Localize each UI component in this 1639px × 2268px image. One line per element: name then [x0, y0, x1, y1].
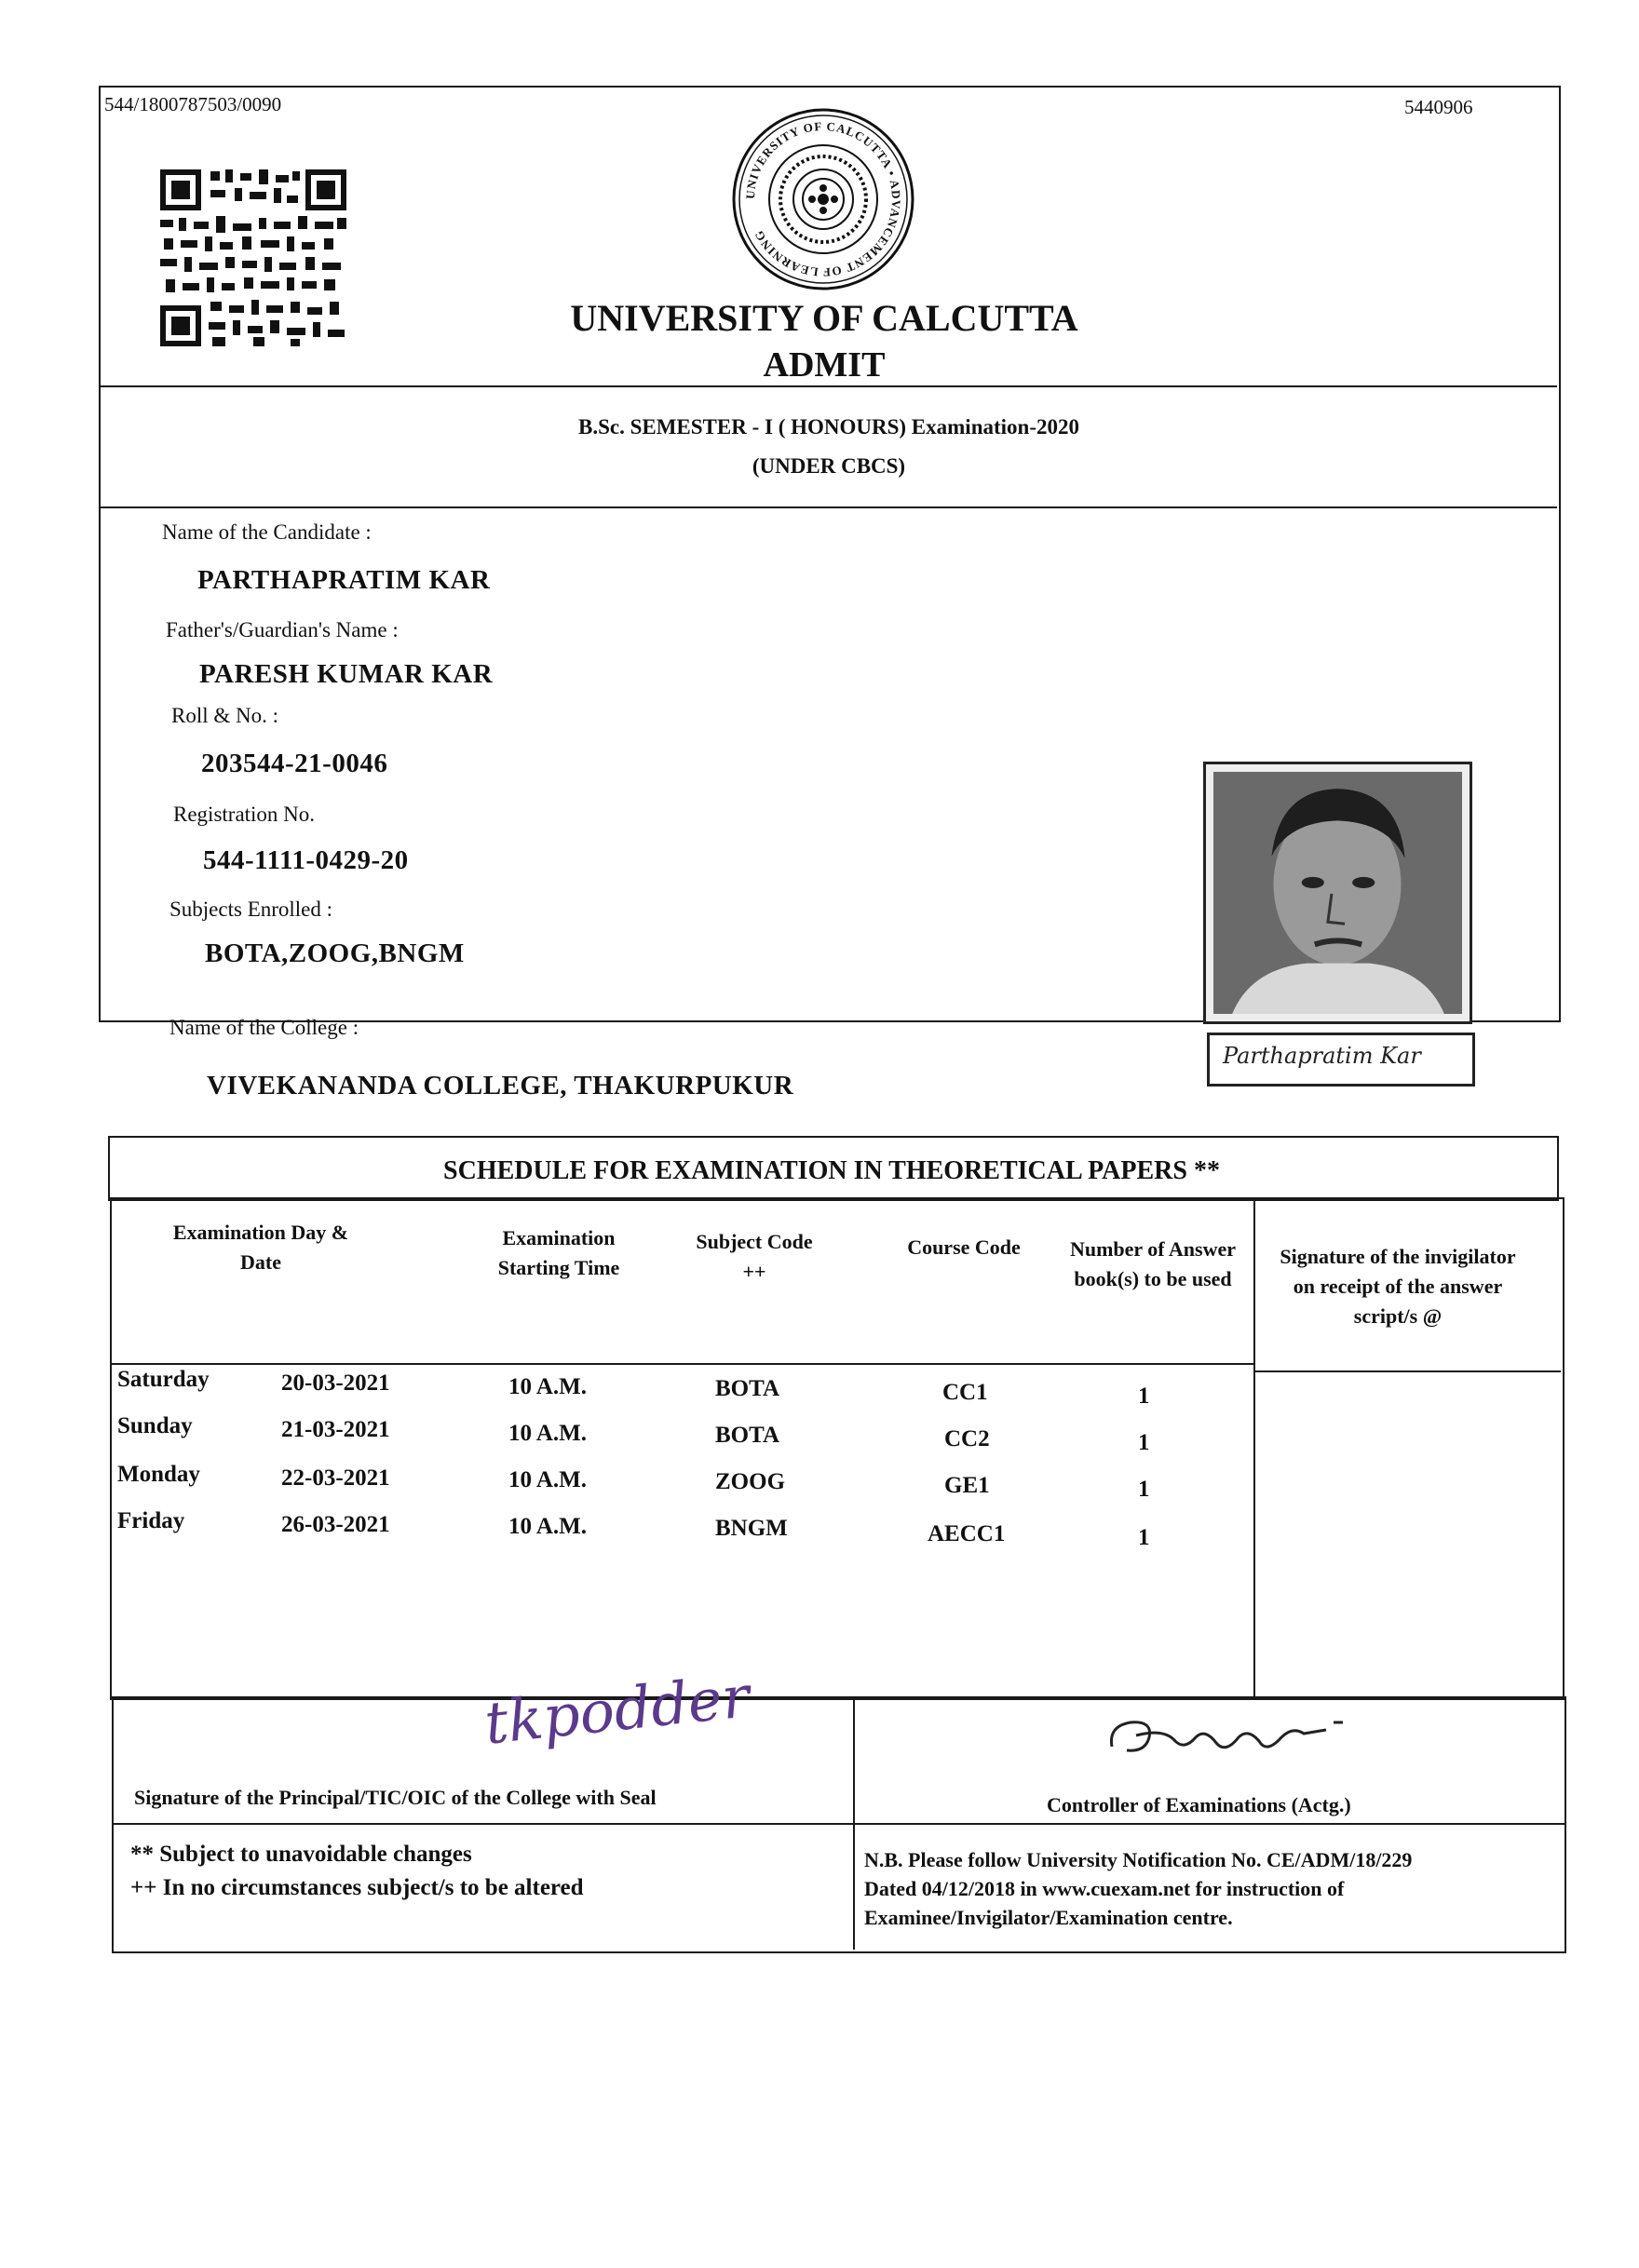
row-day: Friday — [117, 1508, 185, 1533]
row-day: Saturday — [117, 1367, 210, 1392]
divider — [99, 506, 1557, 508]
row-date: 26-03-2021 — [281, 1512, 390, 1537]
principal-signature-label: Signature of the Principal/TIC/OIC of the College with Seal — [134, 1786, 657, 1809]
note-changes: ** Subject to unavoidable changes — [130, 1842, 472, 1867]
subjects-enrolled: BOTA,ZOOG,BNGM — [205, 938, 465, 968]
college-name: VIVEKANANDA COLLEGE, THAKURPUKUR — [207, 1071, 794, 1100]
row-books: 1 — [1138, 1430, 1150, 1455]
row-course: GE1 — [944, 1473, 990, 1498]
row-day: Sunday — [117, 1413, 193, 1438]
header-invigilator: Signature of the invigilator on receipt of the answer script/s @ — [1280, 1245, 1516, 1328]
exam-scheme: (UNDER CBCS) — [752, 454, 906, 478]
principal-signature: tkpodder — [481, 1662, 753, 1758]
row-books: 1 — [1138, 1477, 1150, 1502]
header-day-date: Examination Day & Date — [172, 1221, 349, 1274]
row-course: AECC1 — [928, 1521, 1006, 1546]
candidate-photo — [1203, 762, 1472, 1024]
row-date: 21-03-2021 — [281, 1417, 390, 1442]
university-seal-icon — [730, 106, 916, 292]
svg-text:UNIVERSITY OF CALCUTTA • ADVAN: UNIVERSITY OF CALCUTTA • ADVANCEMENT OF LEARNING — [742, 118, 904, 280]
row-subject: ZOOG — [715, 1469, 786, 1494]
subjects-label: Subjects Enrolled : — [169, 898, 333, 921]
reference-number: 544/1800787503/0090 — [104, 93, 282, 115]
row-time: 10 A.M. — [508, 1514, 588, 1539]
divider — [99, 385, 1557, 387]
row-time: 10 A.M. — [508, 1374, 588, 1399]
row-books: 1 — [1138, 1525, 1150, 1550]
row-subject: BOTA — [715, 1376, 779, 1401]
row-books: 1 — [1138, 1384, 1150, 1409]
schedule-title: SCHEDULE FOR EXAMINATION IN THEORETICAL PAPERS ** — [443, 1156, 1220, 1185]
row-date: 22-03-2021 — [281, 1465, 390, 1491]
header-start-time: Examination Starting Time — [497, 1226, 620, 1279]
header-course-code: Course Code — [907, 1235, 1021, 1259]
row-subject: BNGM — [715, 1516, 788, 1541]
candidate-signature: Parthapratim Kar — [1223, 1043, 1421, 1069]
row-time: 10 A.M. — [508, 1467, 588, 1492]
row-subject: BOTA — [715, 1423, 779, 1448]
controller-label: Controller of Examinations (Actg.) — [1047, 1793, 1351, 1816]
divider — [112, 1823, 1564, 1825]
row-day: Monday — [117, 1462, 200, 1487]
header-answer-books: Number of Answer book(s) to be used — [1069, 1237, 1237, 1290]
father-name-label: Father's/Guardian's Name : — [166, 618, 399, 641]
roll-number: 203544-21-0046 — [201, 749, 388, 778]
college-label: Name of the College : — [169, 1016, 359, 1039]
qr-code-icon — [160, 169, 346, 346]
registration-number: 544-1111-0429-20 — [203, 845, 409, 875]
row-time: 10 A.M. — [508, 1421, 588, 1446]
serial-number: 5440906 — [1404, 96, 1473, 118]
university-title: UNIVERSITY OF CALCUTTA — [570, 297, 1078, 339]
row-course: CC1 — [942, 1380, 988, 1405]
divider — [1253, 1370, 1561, 1372]
row-date: 20-03-2021 — [281, 1370, 390, 1396]
roll-label: Roll & No. : — [171, 704, 279, 727]
nb-notice: N.B. Please follow University Notification No. CE/ADM/18/229 Dated 04/12/2018 in www.cuexam.net for instruction of Examinee/Invigilator/Examination centre. — [864, 1848, 1413, 1929]
candidate-name: PARTHAPRATIM KAR — [197, 565, 491, 595]
father-name: PARESH KUMAR KAR — [199, 659, 494, 689]
row-course: CC2 — [944, 1426, 990, 1451]
note-subjects: ++ In no circumstances subject/s to be altered — [130, 1875, 584, 1900]
admit-title: ADMIT — [763, 345, 886, 385]
person-photo-icon — [1213, 772, 1462, 1014]
divider — [110, 1363, 1253, 1365]
registration-label: Registration No. — [173, 803, 316, 826]
candidate-signature-box — [1207, 1033, 1475, 1087]
candidate-name-label: Name of the Candidate : — [162, 520, 372, 544]
header-subject-code: Subject Code ++ — [696, 1230, 813, 1283]
controller-signature-icon — [1099, 1709, 1350, 1775]
exam-name: B.Sc. SEMESTER - I ( HONOURS) Examination-2020 — [577, 415, 1079, 439]
